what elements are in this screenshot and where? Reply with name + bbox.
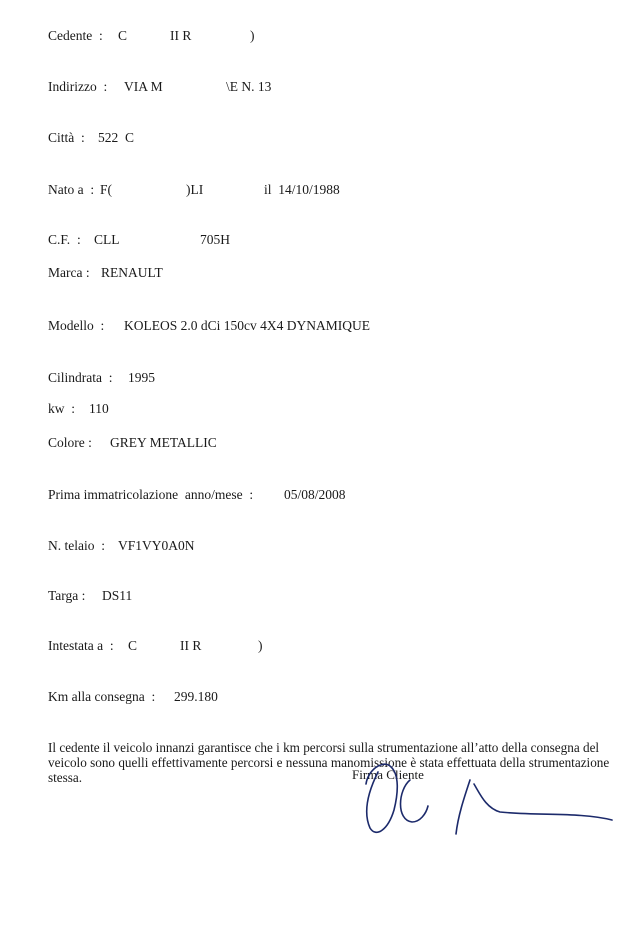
prima-immatricolazione-label: Prima immatricolazione anno/mese : xyxy=(48,487,254,502)
intestata-value-part1: C xyxy=(128,638,138,653)
citta-label: Città : xyxy=(48,130,85,145)
nato-a-value-part1: F( xyxy=(100,182,113,197)
intestata-value-part3: ) xyxy=(258,638,263,653)
modello-label: Modello : xyxy=(48,318,105,333)
cedente-value-part3: ) xyxy=(250,28,255,43)
cilindrata-value: 1995 xyxy=(128,370,155,385)
marca-label: Marca : xyxy=(48,265,90,280)
marca-value: RENAULT xyxy=(101,265,163,280)
nato-a-label: Nato a : xyxy=(48,182,95,197)
targa-value: DS11 xyxy=(102,588,133,603)
cedente-value-part2: II R xyxy=(170,28,192,43)
cf-label: C.F. : xyxy=(48,232,81,247)
modello-value: KOLEOS 2.0 dCi 150cv 4X4 DYNAMIQUE xyxy=(124,318,370,333)
prima-immatricolazione-value: 05/08/2008 xyxy=(284,487,346,502)
birth-date: il 14/10/1988 xyxy=(264,182,340,197)
signature-label: Firma Cliente xyxy=(352,767,424,782)
kw-label: kw : xyxy=(48,401,76,416)
cilindrata-label: Cilindrata : xyxy=(48,370,113,385)
colore-label: Colore : xyxy=(48,435,92,450)
citta-value: 522 C xyxy=(98,130,135,145)
colore-value: GREY METALLIC xyxy=(110,435,217,450)
nato-a-value-part2: )LI xyxy=(186,182,204,197)
declaration-text: Il cedente il veicolo innanzi garantisce che i km percorsi sulla strumentazione all’atto della consegna del veicolo sono quelli effettivamente percorsi e nessuna manomissione è stata effettuata della strumentazione stessa. xyxy=(48,740,610,785)
indirizzo-value-part1: VIA M xyxy=(124,79,163,94)
cedente-label: Cedente : xyxy=(48,28,103,43)
indirizzo-value-part2: \E N. 13 xyxy=(226,79,272,94)
km-label: Km alla consegna : xyxy=(48,689,156,704)
intestata-label: Intestata a : xyxy=(48,638,114,653)
indirizzo-label: Indirizzo : xyxy=(48,79,108,94)
intestata-value-part2: II R xyxy=(180,638,202,653)
telaio-value: VF1VY0A0N xyxy=(118,538,195,553)
cf-value-part1: CLL xyxy=(94,232,120,247)
kw-value: 110 xyxy=(89,401,109,416)
telaio-label: N. telaio : xyxy=(48,538,106,553)
cedente-value-part1: C xyxy=(118,28,128,43)
cf-value-part2: 705H xyxy=(200,232,230,247)
handwritten-signature xyxy=(340,750,630,840)
targa-label: Targa : xyxy=(48,588,86,603)
km-value: 299.180 xyxy=(174,689,218,704)
